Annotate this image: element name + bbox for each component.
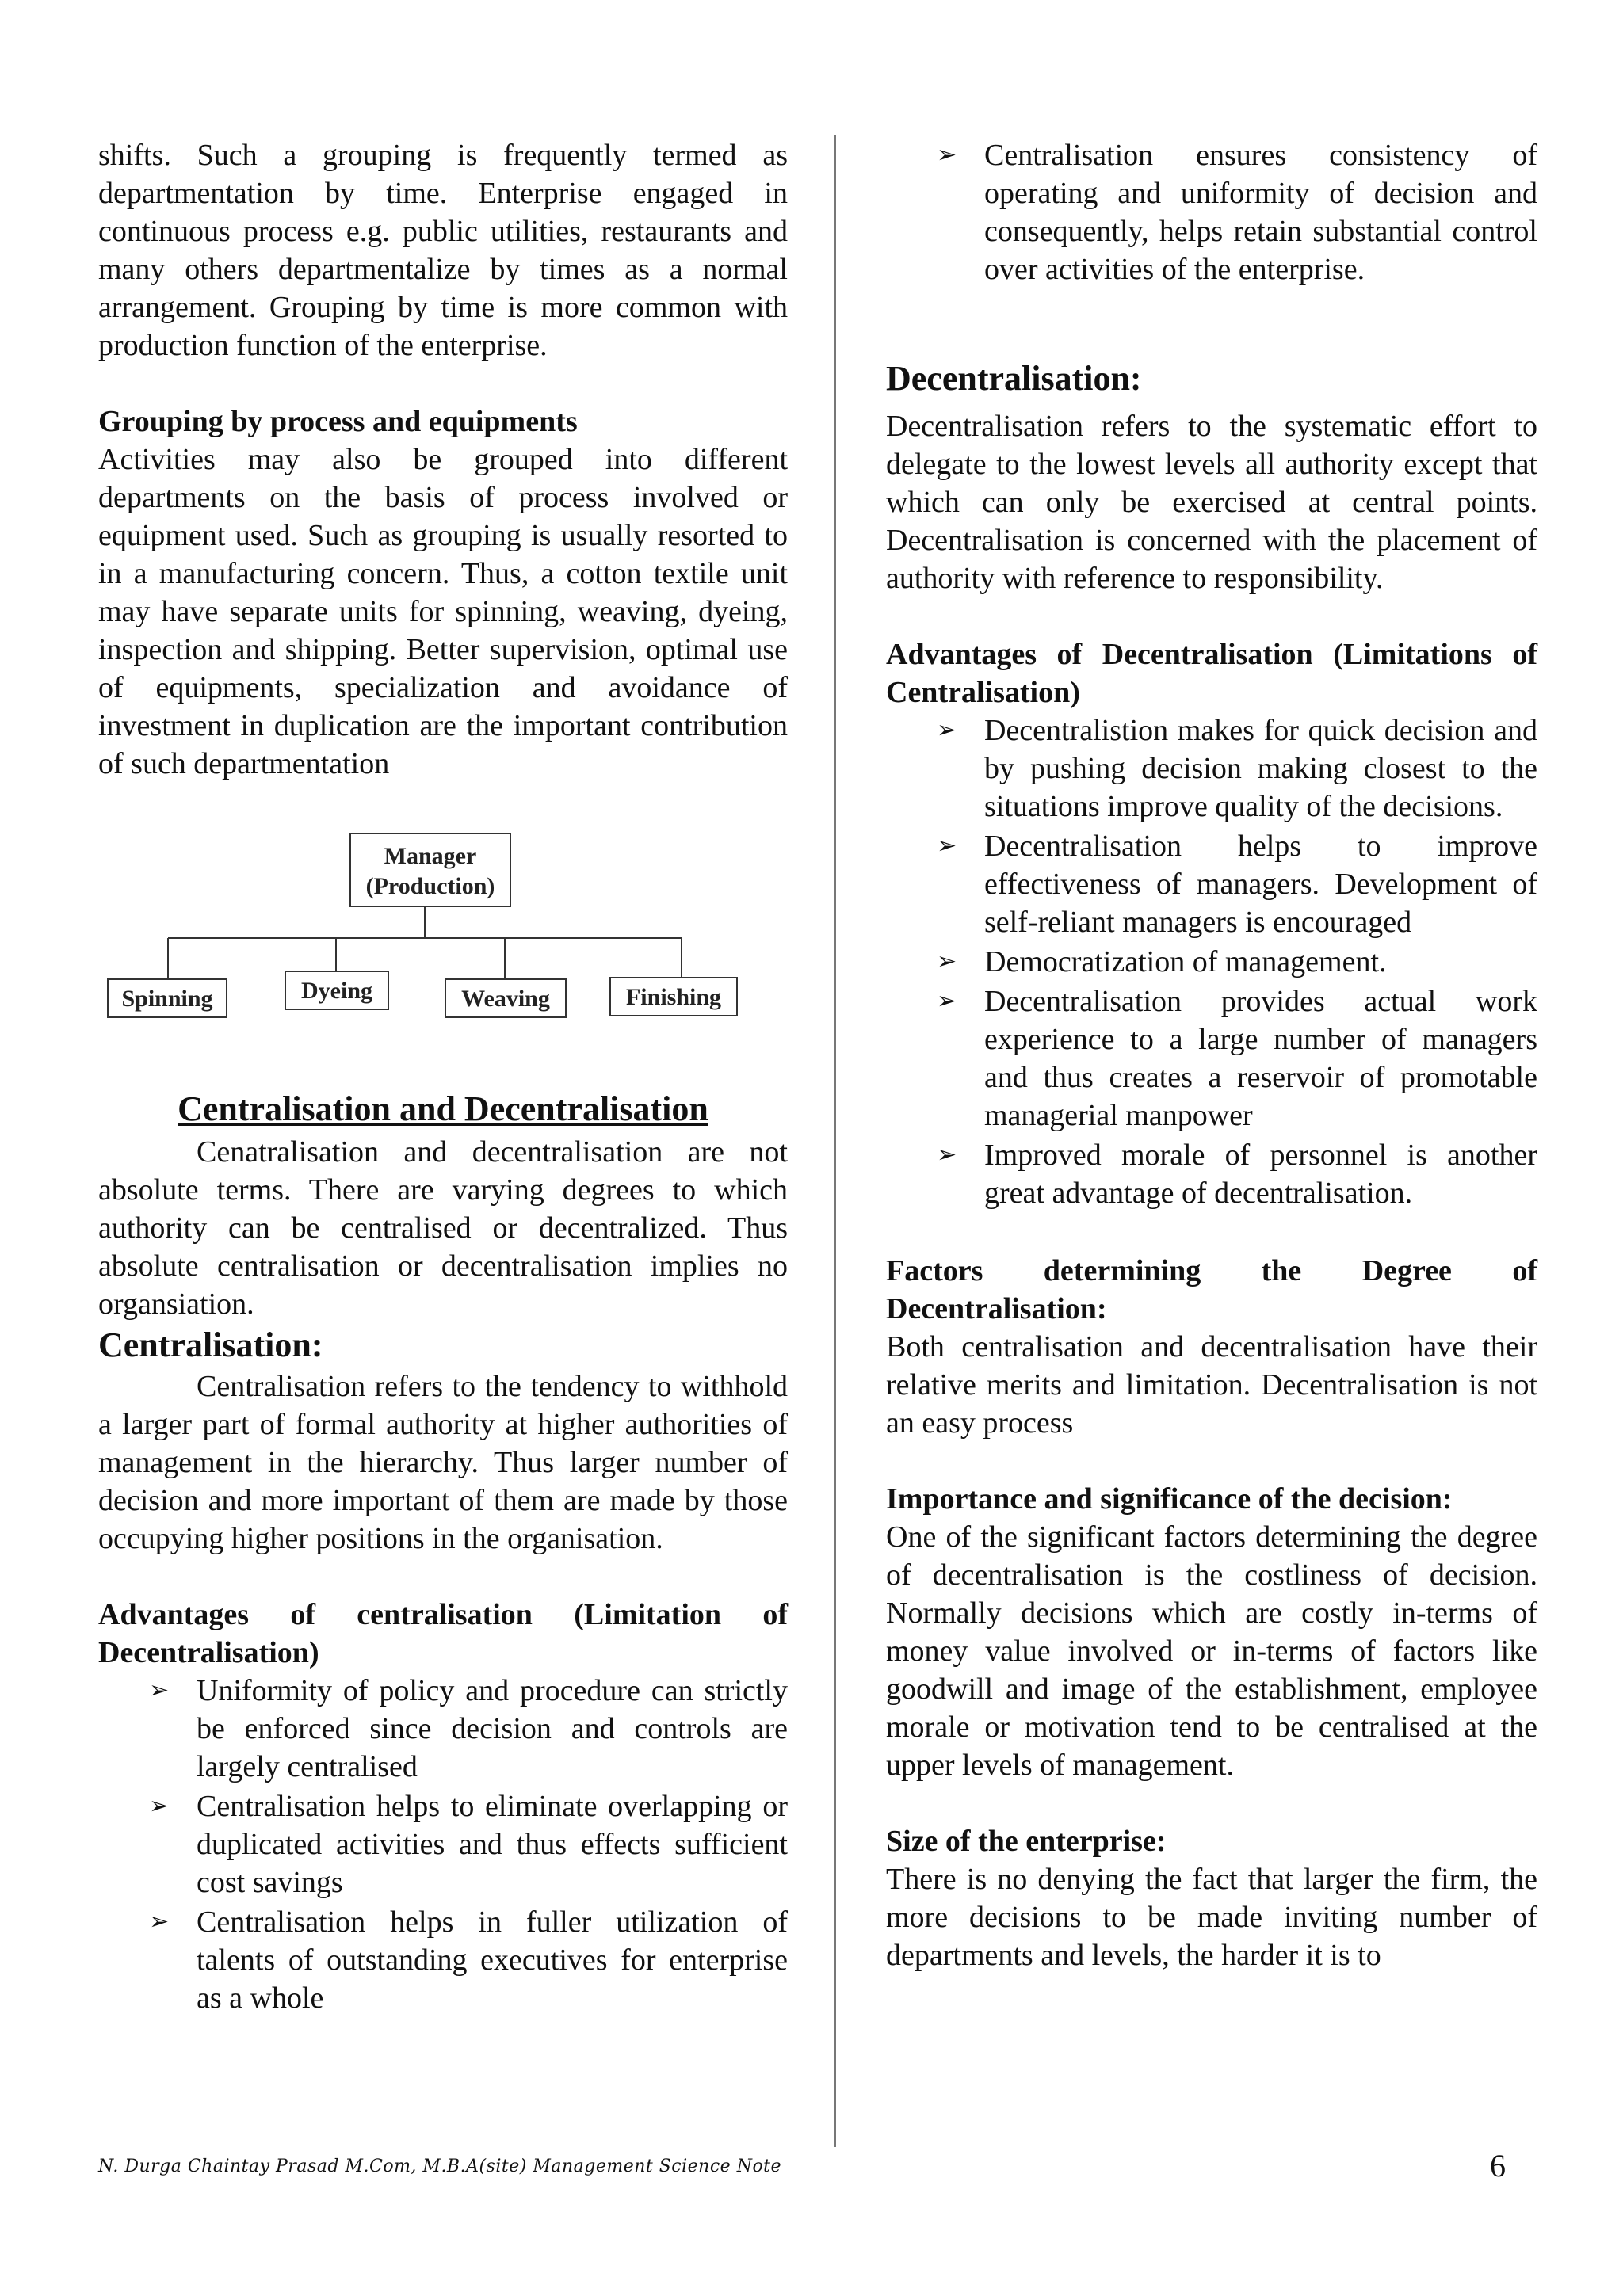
list-item: ➢ Decentralistion makes for quick decision and by pushing decision making closest to the situations improve quality of the decisions.: [886, 711, 1537, 826]
org-chart: [98, 783, 788, 1036]
footer-credit: N. Durga Chaintay Prasad M.Com, M.B.A(site) Management Science Note: [98, 2157, 782, 2176]
org-root-line1: Manager: [384, 843, 477, 869]
right-column: [886, 136, 1537, 1974]
process-paragraph: Activities may also be grouped into different departments on the basis of process involved or equipment used. Such as grouping is usually resorted to in a manufacturing concern. Thus, a cotton textile unit may have separate units for spinning, weaving, dyeing, inspection and shipping. Better supervision, optimal use of equipments, specialization and avoidance of investment in duplication are the important contribution of such departmentation: [98, 443, 788, 780]
list-item: ➢ Uniformity of policy and procedure can strictly be enforced since decision and controls are largely centralised: [98, 1672, 788, 1786]
org-chart-diagram: [98, 783, 788, 1036]
importance-paragraph: One of the significant factors determining the degree of decentralisation is the costliness of decision. Normally decisions which are costly in-terms of money value involved or in-terms of factors like goodwill and image of the establishment, employee morale or motivation tend to be centralised at the upper levels of management.: [886, 1520, 1537, 1782]
centralisation-advantages-continued: [886, 136, 1537, 288]
arrow-bullet-icon: ➢: [937, 948, 957, 975]
importance-heading: Importance and significance of the decision:: [886, 1482, 1453, 1516]
left-column: [98, 136, 788, 2019]
size-heading: Size of the enterprise:: [886, 1825, 1167, 1858]
arrow-bullet-icon: ➢: [149, 1792, 170, 1820]
arrow-bullet-icon: ➢: [149, 1908, 170, 1936]
column-divider: [834, 135, 836, 2147]
centralisation-paragraph: Centralisation refers to the tendency to withhold a larger part of formal authority at higher authorities of management in the hierarchy. Thus larger number of decision and more important of them are made by those occupying higher positions in the organisation.: [98, 1370, 788, 1555]
org-child-spinning: Spinning: [121, 986, 213, 1012]
arrow-bullet-icon: ➢: [937, 832, 957, 860]
arrow-bullet-icon: ➢: [937, 1141, 957, 1169]
org-child-weaving: Weaving: [461, 986, 550, 1012]
list-item: ➢ Improved morale of personnel is another great advantage of decentralisation.: [886, 1136, 1537, 1212]
list-item: ➢ Centralisation helps in fuller utilization of talents of outstanding executives for enterprise as a whole: [98, 1903, 788, 2017]
list-item: ➢ Decentralisation helps to improve effectiveness of managers. Development of self-reliant managers is encouraged: [886, 827, 1537, 941]
arrow-bullet-icon: ➢: [937, 141, 957, 169]
decentralisation-heading: Decentralisation:: [886, 359, 1142, 398]
org-root-line2: (Production): [365, 873, 495, 899]
centralisation-advantages-list: [98, 1672, 788, 2017]
size-paragraph: There is no denying the fact that larger the firm, the more decisions to be made inviting number of departments and levels, the harder it is to: [886, 1863, 1537, 1972]
arrow-bullet-icon: ➢: [937, 987, 957, 1015]
arrow-bullet-icon: ➢: [937, 716, 957, 744]
list-item: ➢ Decentralisation provides actual work experience to a large number of managers and thus creates a reservoir of promotable managerial manpower: [886, 982, 1537, 1135]
arrow-bullet-icon: ➢: [149, 1676, 170, 1704]
decentralisation-paragraph: Decentralisation refers to the systematic effort to delegate to the lowest levels all authority except that which can only be exercised at central points. Decentralisation is concerned with the placement of authority with reference to responsibility.: [886, 410, 1537, 595]
org-child-dyeing: Dyeing: [301, 978, 372, 1004]
page-number: 6: [1490, 2148, 1506, 2183]
intro-paragraph: shifts. Such a grouping is frequently termed as departmentation by time. Enterprise engaged in continuous process e.g. public utilities, restaurants and many others departmentalize by times as a normal arrangement. Grouping by time is more common with production function of the enterprise.: [98, 139, 788, 362]
list-item: ➢ Democratization of management.: [886, 943, 1537, 981]
list-item: ➢ Centralisation helps to eliminate overlapping or duplicated activities and thus effects sufficient cost savings: [98, 1787, 788, 1901]
decentralisation-advantages-list: [886, 711, 1537, 1212]
factors-heading: Factors determining the Degree of Decentralisation:: [886, 1254, 1537, 1325]
list-item: ➢ Centralisation ensures consistency of operating and uniformity of decision and consequently, helps retain substantial control over activities of the enterprise.: [886, 136, 1537, 288]
process-heading: Grouping by process and equipments: [98, 405, 578, 438]
centralisation-advantages-heading: Advantages of centralisation (Limitation of Decentralisation): [98, 1598, 788, 1669]
factors-paragraph: Both centralisation and decentralisation have their relative merits and limitation. Decentralisation is not an easy process: [886, 1330, 1537, 1440]
cd-paragraph: Cenatralisation and decentralisation are not absolute terms. There are varying degrees to which authority can be centralised or decentralized. Thus absolute centralisation or decentralisation implies no organsiation.: [98, 1135, 788, 1321]
decentralisation-advantages-heading: Advantages of Decentralisation (Limitations of Centralisation): [886, 638, 1537, 709]
cd-section-title: Centralisation and Decentralisation: [178, 1089, 708, 1128]
org-child-finishing: Finishing: [625, 984, 722, 1010]
centralisation-heading: Centralisation:: [98, 1325, 323, 1364]
